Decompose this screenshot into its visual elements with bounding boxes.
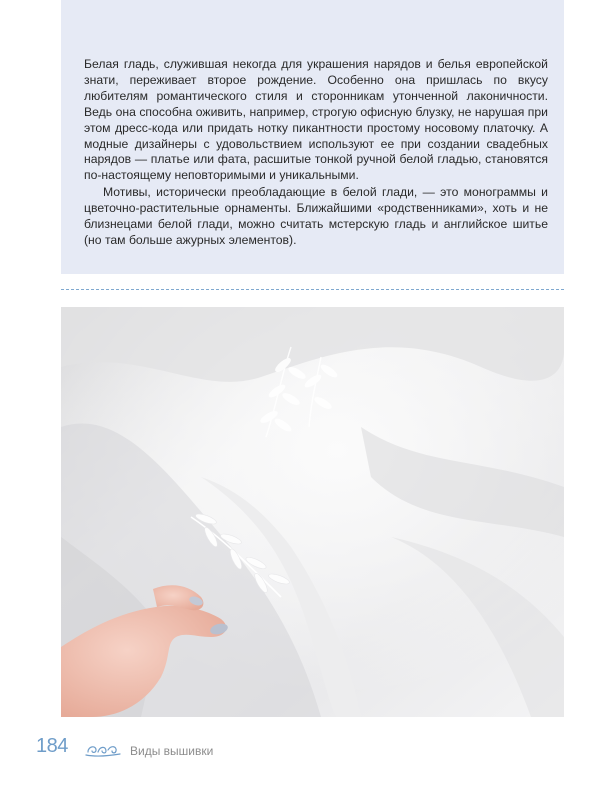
article-paragraph-1: Белая гладь, служившая некогда для украшения нарядов и белья европейской знати, переживает второе рождение. Особенно она пришлась по вкусу любителям романтического стиля и сторонникам утонченной лаконичности. Ведь она способна оживить, например, строгую офисную блузку, не нарушая при этом дресс-кода или придать нотку пикантности простому носовому платочку. А модные дизайнеры с удовольствием используют ее при создании свадебных нарядов — платье или фата, расшитые тонкой ручной белой гладью, становятся по-настоящему неповторимыми и уникальными.	[84, 57, 548, 183]
swirl-ornament-icon	[84, 740, 124, 758]
text-panel	[61, 0, 564, 274]
section-title: Виды вышивки	[130, 744, 214, 758]
page-number: 184	[36, 735, 68, 757]
article-paragraph-2: Мотивы, исторически преобладающие в белой глади, — это монограммы и цветочно-растительные орнаменты. Ближайшими «родственниками», хоть и не близнецами белой глади, можно считать мстерскую гладь и английское шитье (но там больше ажурных элементов).	[84, 185, 548, 247]
dashed-divider	[61, 289, 564, 290]
embroidered-fabric-photo	[61, 307, 564, 717]
